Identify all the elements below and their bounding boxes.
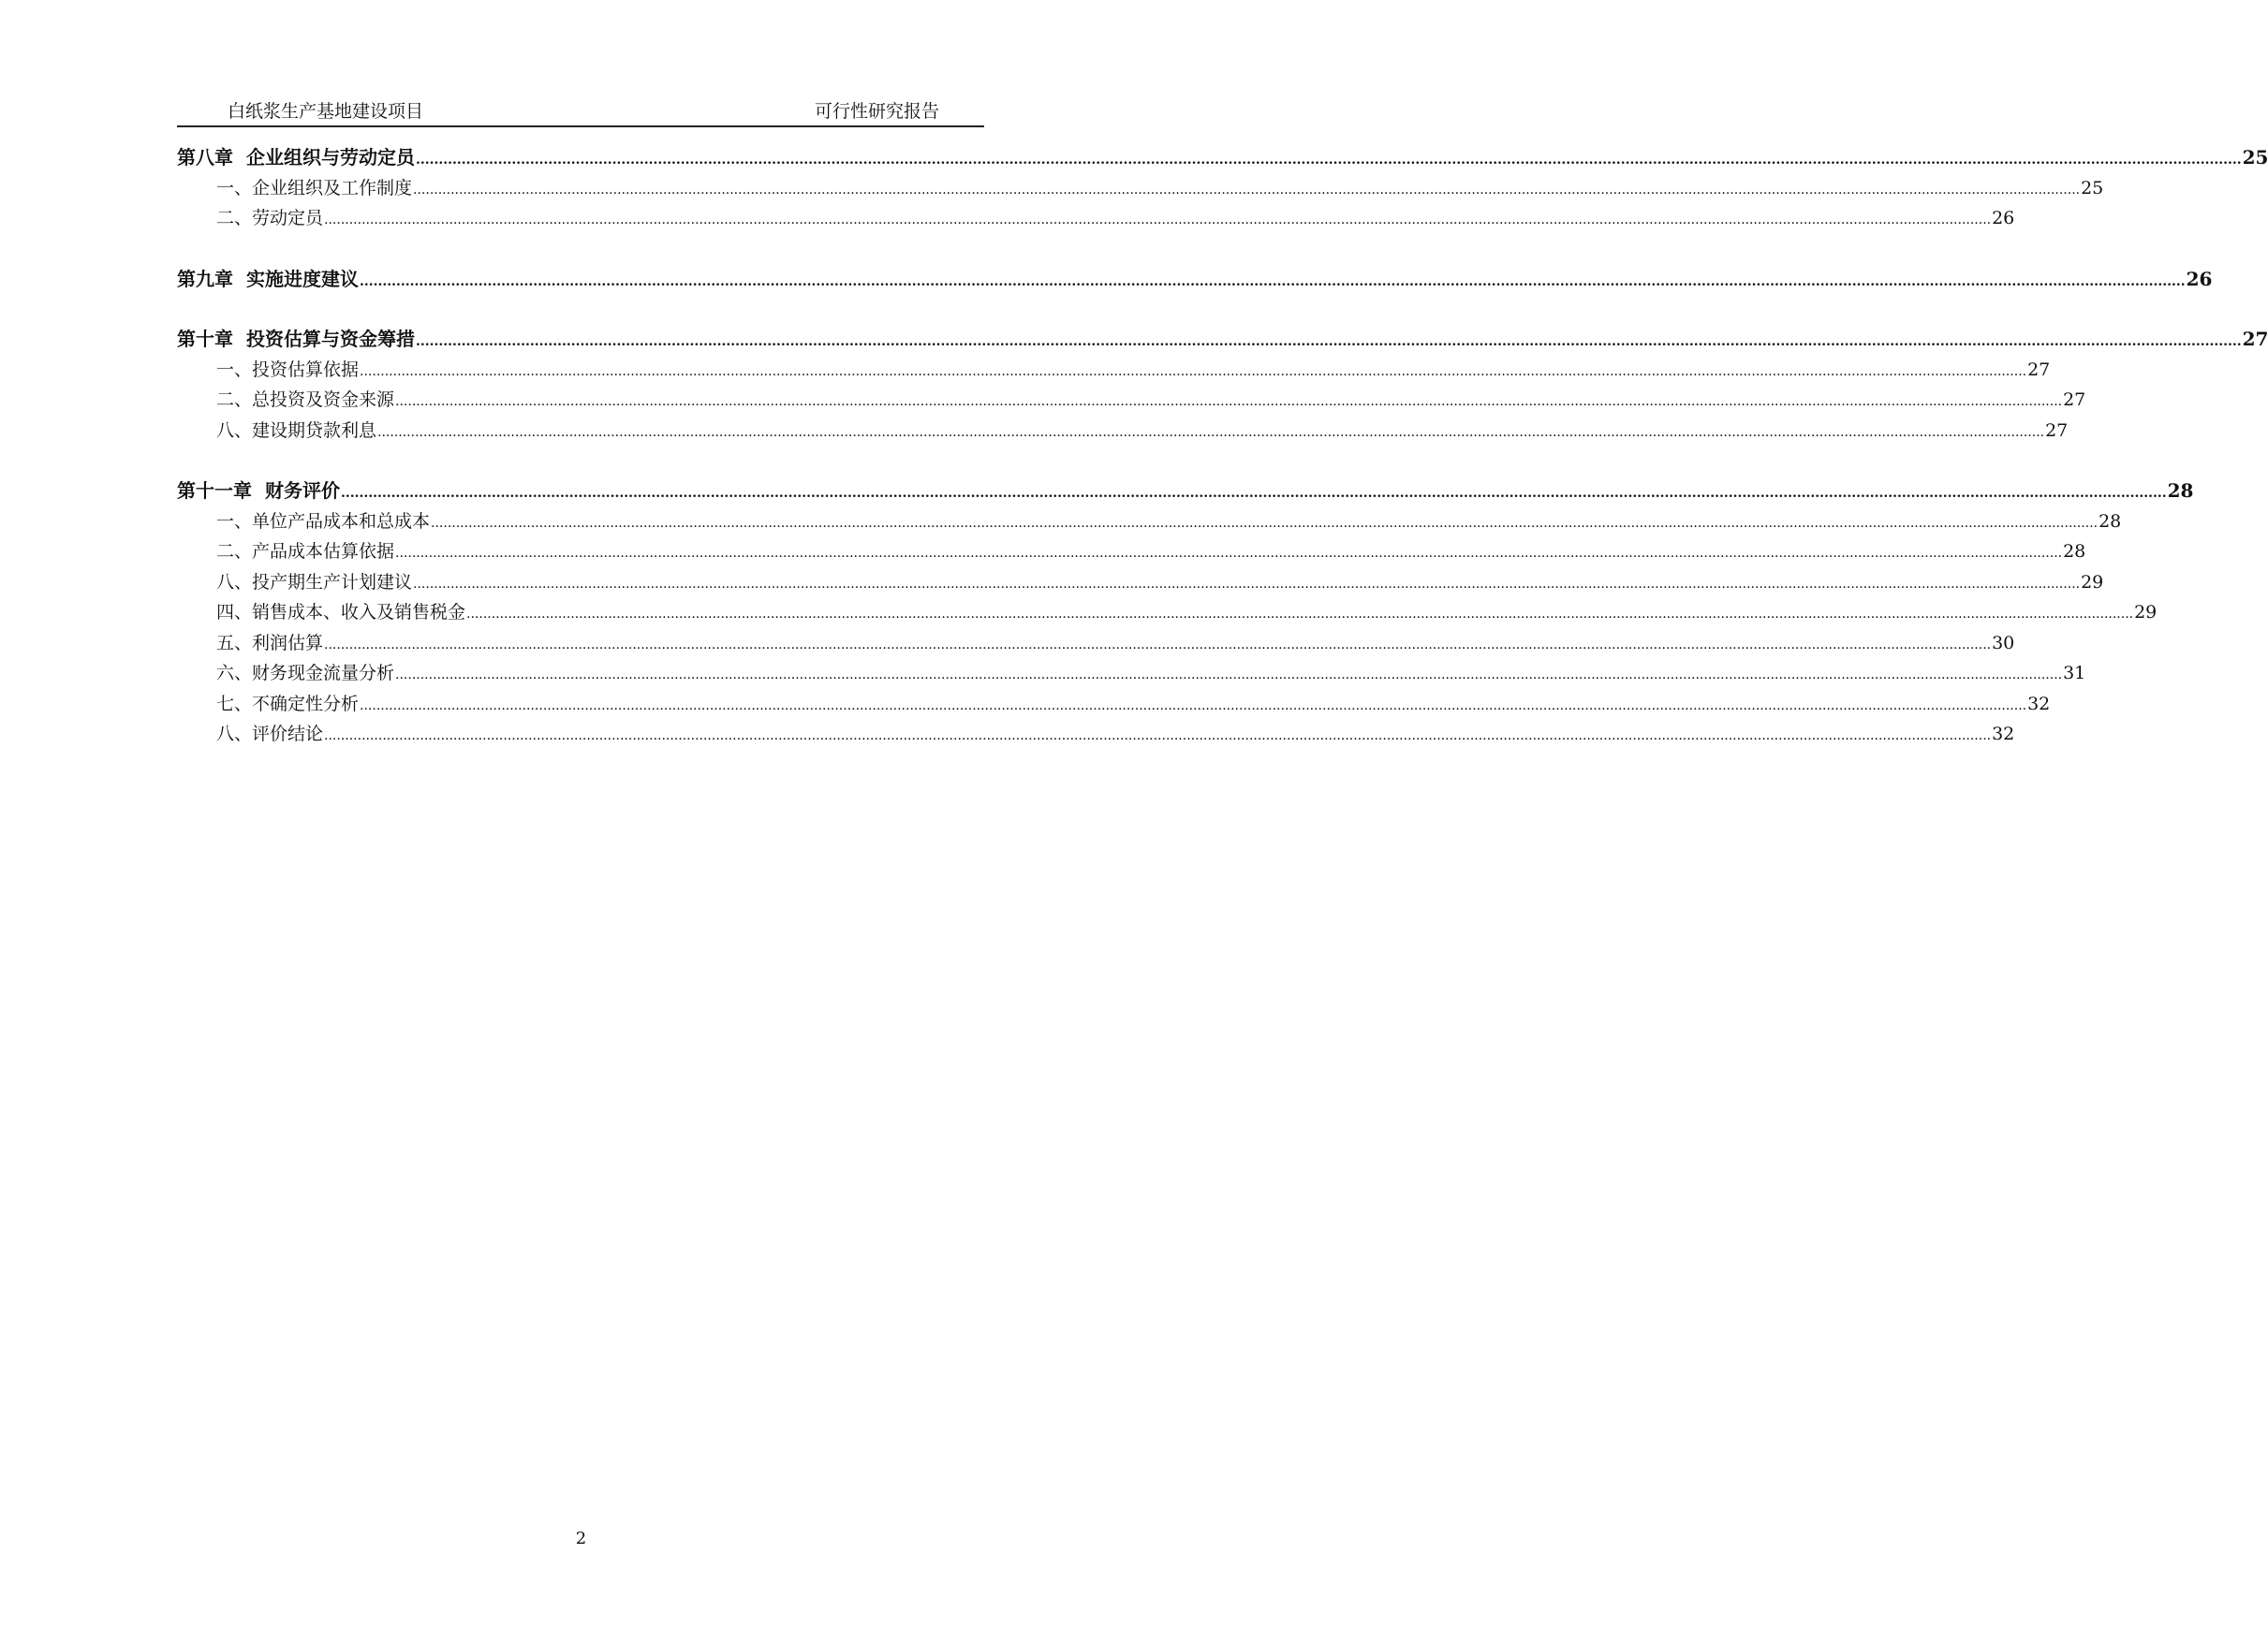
toc-dot-leader: ................................................................................................................................................................................................................................................................................................................................................................................................................ [413,576,2081,592]
toc-page-number: 29 [2081,571,2104,593]
toc-chapter-number: 第八章 [177,146,233,169]
page-header [177,97,984,127]
toc-item-entry[interactable] [177,355,2051,386]
toc-dot-leader: ................................................................................................................................................................................................................................................................................................................................................................................................................ [324,637,1992,652]
toc-page-number: 26 [1992,208,2015,228]
toc-chapter-title: 企业组织与劳动定员 [246,146,415,169]
toc-dot-leader: ................................................................................................................................................................................................................................................................................................................................................................................................................ [416,334,2242,349]
toc-page-number: 30 [1992,632,2015,653]
toc-item-entry[interactable] [177,689,2051,720]
toc-chapter-number: 第九章 [177,267,233,290]
toc-chapter-entry[interactable] [177,142,2268,173]
toc-dot-leader: ................................................................................................................................................................................................................................................................................................................................................................................................................ [324,213,1992,227]
toc-page-number: 27 [2242,328,2268,350]
toc-chapter-entry[interactable] [177,264,2213,295]
toc-dot-leader: ................................................................................................................................................................................................................................................................................................................................................................................................................ [360,273,2186,289]
toc-item-label: 五、利润估算 [216,632,324,653]
footer-page-number: 2 [575,1529,587,1548]
toc-page-number: 26 [2186,267,2213,290]
toc-item-label: 八、评价结论 [216,724,324,744]
toc-page-number: 32 [1992,724,2015,744]
toc-item-label: 一、单位产品成本和总成本 [216,510,431,532]
toc-section-chapter-8 [177,142,2268,234]
toc-dot-leader: ................................................................................................................................................................................................................................................................................................................................................................................................................ [324,728,1992,743]
toc-page-number: 27 [2027,359,2051,380]
toc-item-entry[interactable] [177,173,2104,204]
toc-dot-leader: ................................................................................................................................................................................................................................................................................................................................................................................................................ [413,182,2081,198]
toc-item-label: 八、建设期贷款利息 [216,419,377,441]
toc-page-number: 25 [2242,146,2268,169]
toc-item-entry[interactable] [177,567,2104,598]
toc-dot-leader: ................................................................................................................................................................................................................................................................................................................................................................................................................ [341,486,2167,501]
toc-page-number: 28 [2167,479,2194,502]
toc-dot-leader: ................................................................................................................................................................................................................................................................................................................................................................................................................ [466,607,2134,622]
toc-page-number: 29 [2134,602,2158,623]
toc-item-entry[interactable] [177,416,2069,447]
table-of-contents [177,142,2268,780]
toc-item-label: 八、投产期生产计划建议 [216,571,413,593]
toc-item-label: 四、销售成本、收入及销售税金 [216,602,466,623]
header-project-title: 白纸浆生产基地建设项目 [228,101,424,122]
toc-page-number: 32 [2027,693,2051,714]
toc-page-number: 27 [2063,389,2086,410]
toc-chapter-label [177,324,415,355]
toc-dot-leader: ................................................................................................................................................................................................................................................................................................................................................................................................................ [395,546,2063,561]
toc-item-label: 一、投资估算依据 [216,359,360,380]
toc-item-label: 六、财务现金流量分析 [216,663,395,683]
toc-item-entry[interactable] [177,719,2015,750]
toc-chapter-title: 投资估算与资金筹措 [246,328,415,350]
toc-dot-leader: ................................................................................................................................................................................................................................................................................................................................................................................................................ [416,153,2242,168]
header-report-type: 可行性研究报告 [814,101,939,122]
toc-item-label: 七、不确定性分析 [216,693,360,714]
toc-dot-leader: ................................................................................................................................................................................................................................................................................................................................................................................................................ [395,667,2063,682]
toc-dot-leader: ................................................................................................................................................................................................................................................................................................................................................................................................................ [395,394,2063,409]
toc-dot-leader: ................................................................................................................................................................................................................................................................................................................................................................................................................ [360,363,2027,379]
toc-chapter-number: 第十一章 [177,479,252,502]
toc-item-entry[interactable] [177,597,2158,628]
toc-item-entry[interactable] [177,536,2086,567]
toc-section-chapter-9 [177,264,2213,295]
toc-dot-leader: ................................................................................................................................................................................................................................................................................................................................................................................................................ [431,515,2099,531]
toc-chapter-title: 财务评价 [265,479,340,502]
toc-item-label: 二、劳动定员 [216,208,324,228]
toc-page-number: 28 [2099,510,2122,532]
toc-item-entry[interactable] [177,203,2015,234]
toc-chapter-title: 实施进度建议 [246,267,359,290]
toc-page-number: 28 [2063,541,2086,562]
toc-item-label: 二、总投资及资金来源 [216,389,395,410]
toc-chapter-entry[interactable] [177,476,2194,506]
toc-item-label: 一、企业组织及工作制度 [216,177,413,198]
toc-page-number: 25 [2081,177,2104,198]
toc-item-entry[interactable] [177,628,2015,659]
toc-dot-leader: ................................................................................................................................................................................................................................................................................................................................................................................................................ [360,697,2027,713]
toc-section-chapter-10 [177,324,2268,446]
toc-item-entry[interactable] [177,658,2086,689]
toc-item-entry[interactable] [177,385,2086,416]
toc-dot-leader: ................................................................................................................................................................................................................................................................................................................................................................................................................ [377,424,2045,440]
toc-section-chapter-11 [177,476,2194,750]
toc-chapter-entry[interactable] [177,324,2268,355]
toc-item-entry[interactable] [177,506,2122,537]
toc-page-number: 31 [2063,663,2086,683]
toc-chapter-number: 第十章 [177,328,233,350]
toc-item-label: 二、产品成本估算依据 [216,541,395,562]
toc-page-number: 27 [2045,419,2069,441]
toc-chapter-label [177,264,359,295]
toc-chapter-label [177,142,415,173]
toc-chapter-label [177,476,340,506]
